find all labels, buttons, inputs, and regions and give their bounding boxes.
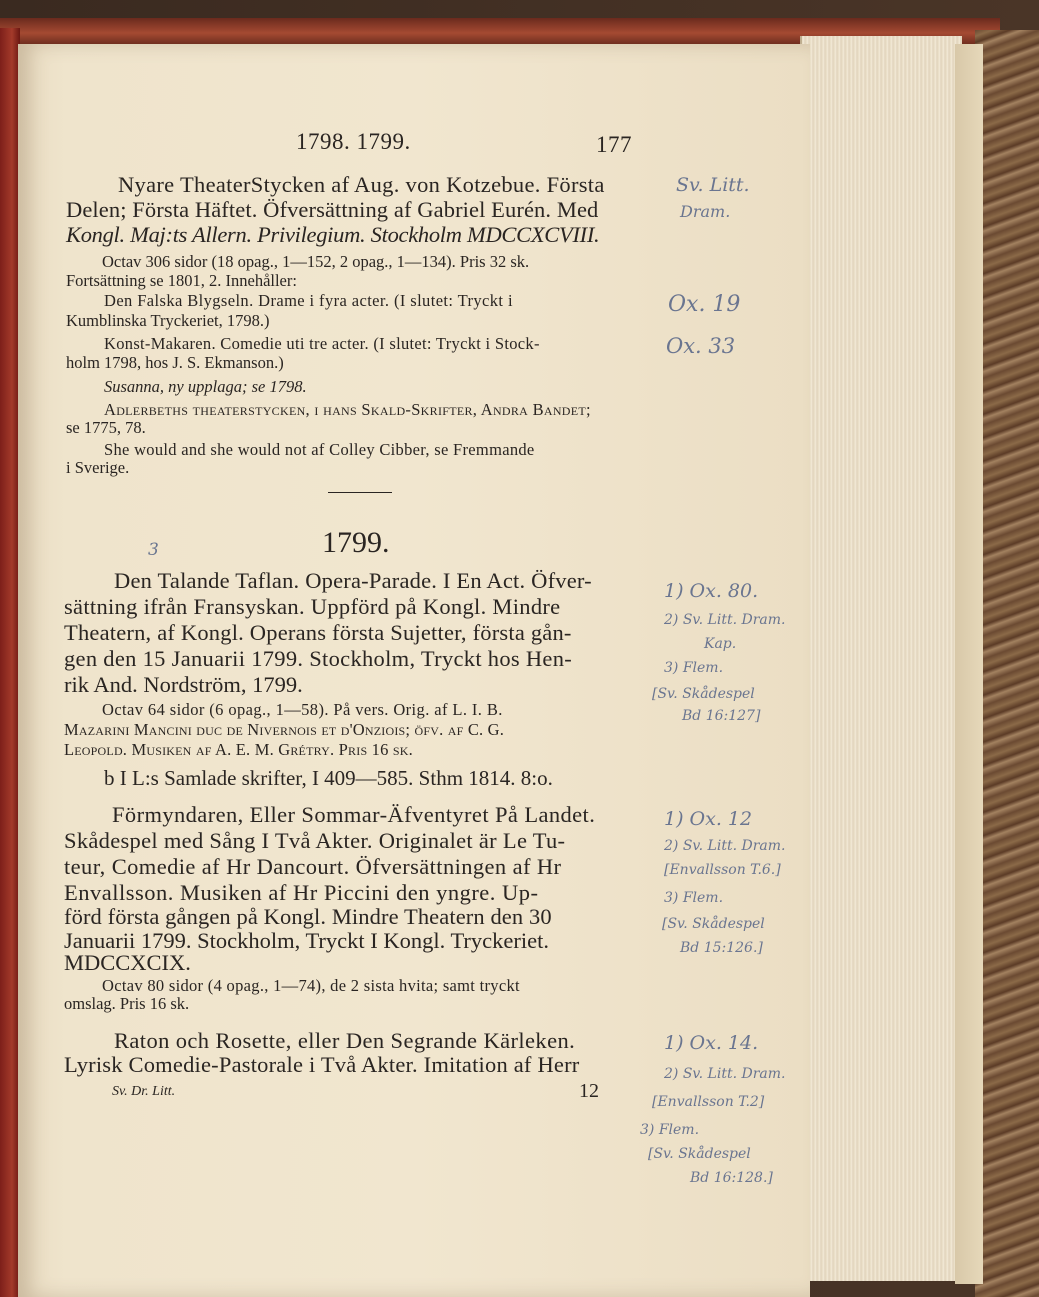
handwritten-note: [Envallsson T.6.] — [664, 862, 781, 878]
entry-2-note-3: Leopold. Musiken af A. E. M. Grétry. Pris 16 sk. — [64, 740, 413, 759]
entry-1-note-5: Konst-Makaren. Comedie uti tre acter. (I slutet: Tryckt i Stock- — [104, 334, 540, 353]
signature-label: Sv. Dr. Litt. — [112, 1084, 176, 1099]
entry-3-line-2: Skådespel med Sång I Två Akter. Originalet är Le Tu- — [64, 828, 566, 853]
handwritten-note: 3) Flem. — [664, 660, 724, 676]
handwritten-note: [Sv. Skådespel — [652, 686, 755, 702]
entry-1-note-1: Octav 306 sidor (18 opag., 1—152, 2 opag., 1—134). Pris 32 sk. — [102, 252, 530, 271]
handwritten-note: Bd 16:128.] — [690, 1170, 773, 1186]
handwritten-note: [Envallsson T.2] — [652, 1094, 765, 1110]
handwritten-note: 1) Ox. 14. — [664, 1032, 759, 1054]
handwritten-note: 1) Ox. 12 — [664, 808, 753, 830]
handwritten-note: [Sv. Skådespel — [662, 916, 765, 932]
entry-3-note-1: Octav 80 sidor (4 opag., 1—74), de 2 sista hvita; samt tryckt — [102, 976, 520, 995]
entry-2-line-1: Den Talande Taflan. Opera-Parade. I En Act. Öfver- — [114, 568, 592, 593]
entry-2-line-4: gen den 15 Januarii 1799. Stockholm, Tryckt hos Hen- — [64, 646, 573, 671]
entry-1-note-2: Fortsättning se 1801, 2. Innehåller: — [66, 271, 297, 290]
entry-3-line-5: förd första gången på Kongl. Mindre Theatern den 30 — [64, 904, 552, 929]
running-head-years: 1798. 1799. — [296, 129, 411, 154]
handwritten-note: 2) Sv. Litt. Dram. — [664, 838, 786, 854]
entry-1-note-7: Susanna, ny upplaga; se 1798. — [104, 377, 307, 396]
entry-3-line-4: Envallsson. Musiken af Hr Piccini den yngre. Up- — [64, 880, 539, 905]
handwritten-note: Dram. — [680, 202, 731, 221]
entry-3-line-3: teur, Comedie af Hr Dancourt. Öfversättningen af Hr — [64, 854, 562, 879]
entry-1-note-3: Den Falska Blygseln. Drame i fyra acter. (I slutet: Tryckt i — [104, 291, 513, 310]
entry-1-note-4: Kumblinska Tryckeriet, 1798.) — [66, 311, 270, 330]
page-number: 177 — [596, 132, 632, 157]
entry-3-line-7: MDCCXCIX. — [64, 950, 191, 975]
handwritten-note: 3 — [148, 540, 159, 560]
entry-1-note-8: Adlerbeths theaterstycken, i hans Skald-Skrifter, Andra Bandet; — [104, 400, 591, 419]
handwritten-note: Kap. — [704, 636, 737, 652]
entry-1-note-6: holm 1798, hos J. S. Ekmanson.) — [66, 353, 284, 372]
entry-2-note-1: Octav 64 sidor (6 opag., 1—58). På vers. Orig. af L. I. B. — [102, 700, 503, 719]
entry-1-line-2: Delen; Första Häftet. Öfversättning af Gabriel Eurén. Med — [66, 197, 599, 222]
page-stack-edges — [800, 36, 962, 1281]
entry-1-line-3: Kongl. Maj:ts Allern. Privilegium. Stockholm MDCCXCVIII. — [66, 222, 600, 247]
handwritten-note: Ox. 33 — [666, 334, 736, 358]
page-stack-inner — [955, 44, 983, 1284]
handwritten-note: Sv. Litt. — [676, 174, 750, 196]
entry-1-note-10: She would and she would not af Colley Cibber, se Fremmande — [104, 440, 535, 459]
entry-2-note-2: Mazarini Mancini duc de Nivernois et d'Onziois; öfv. af C. G. — [64, 720, 505, 739]
handwritten-note: Bd 15:126.] — [680, 940, 763, 956]
entry-1-note-9: se 1775, 78. — [66, 418, 146, 437]
entry-3-line-1: Förmyndaren, Eller Sommar-Äfventyret På Landet. — [112, 802, 596, 827]
handwritten-note: Bd 16:127] — [682, 708, 761, 724]
entry-2-note-4: b I L:s Samlade skrifter, I 409—585. Sthm 1814. 8:o. — [104, 766, 553, 790]
section-rule — [328, 492, 392, 493]
entry-3-line-6: Januarii 1799. Stockholm, Tryckt I Kongl. Tryckeriet. — [64, 928, 549, 953]
handwritten-note: 2) Sv. Litt. Dram. — [664, 612, 786, 628]
handwritten-note: 3) Flem. — [664, 890, 724, 906]
entry-1-line-1: Nyare TheaterStycken af Aug. von Kotzebue. Första — [118, 172, 605, 197]
signature-number: 12 — [579, 1080, 599, 1102]
entry-3-note-2: omslag. Pris 16 sk. — [64, 994, 190, 1013]
entry-4-line-1: Raton och Rosette, eller Den Segrande Kärleken. — [114, 1028, 576, 1053]
handwritten-note: 2) Sv. Litt. Dram. — [664, 1066, 786, 1082]
handwritten-note: [Sv. Skådespel — [648, 1146, 751, 1162]
book-cover-left — [0, 28, 20, 1297]
handwritten-note: 3) Flem. — [640, 1122, 700, 1138]
entry-2-line-2: sättning ifrån Fransyskan. Uppförd på Kongl. Mindre — [64, 594, 561, 619]
section-year: 1799. — [322, 526, 390, 559]
handwritten-note: Ox. 19 — [668, 292, 741, 317]
entry-4-line-2: Lyrisk Comedie-Pastorale i Två Akter. Imitation af Herr — [64, 1052, 580, 1077]
entry-2-line-5: rik And. Nordström, 1799. — [64, 672, 303, 697]
handwritten-note: 1) Ox. 80. — [664, 580, 759, 602]
entry-2-line-3: Theatern, af Kongl. Operans första Sujetter, första gån- — [64, 620, 572, 645]
entry-1-note-11: i Sverige. — [66, 458, 130, 477]
marbled-cover-edge — [975, 30, 1039, 1297]
